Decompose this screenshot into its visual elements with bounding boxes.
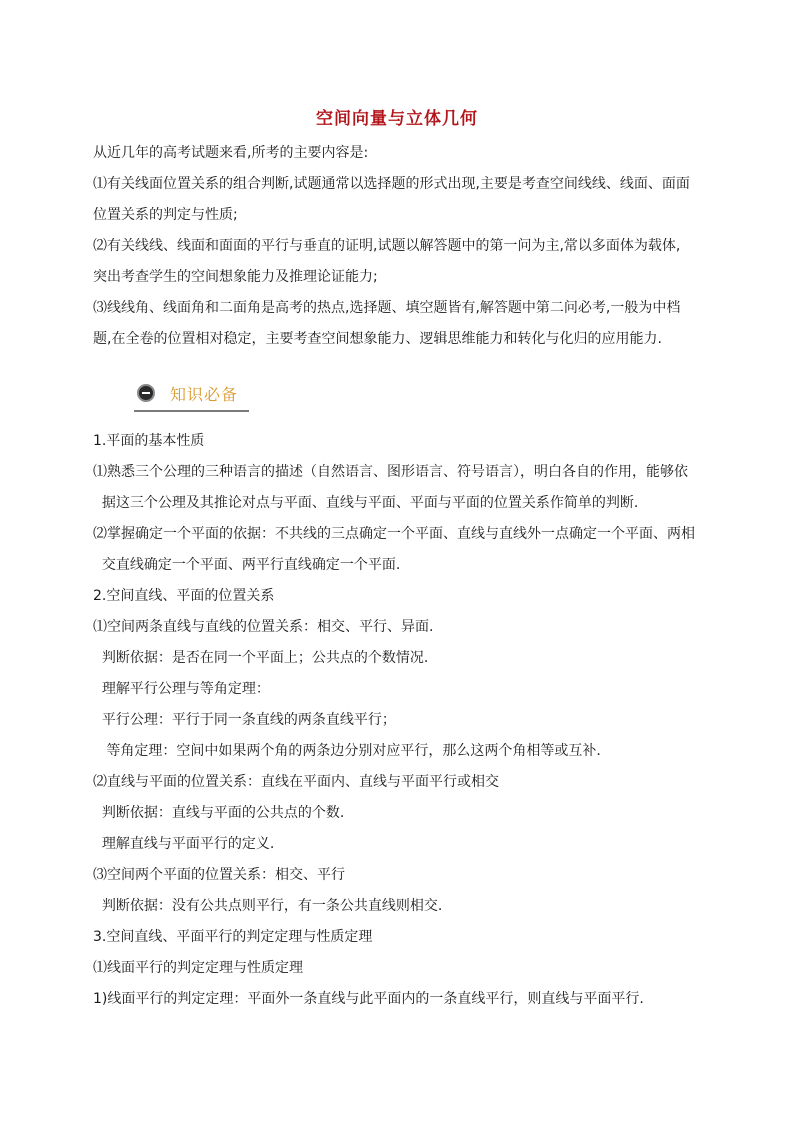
- body-line: 等角定理：空间中如果两个角的两条边分别对应平行，那么这两个角相等或互补.: [93, 743, 601, 759]
- body-line: 理解平行公理与等角定理：: [93, 681, 270, 697]
- intro-line: ⑵有关线线、线面和面面的平行与垂直的证明,试题以解答题中的第一问为主,常以多面体为载体,: [93, 238, 681, 254]
- body-line: ⑴线面平行的判定定理与性质定理: [93, 960, 303, 976]
- body-line: 1)线面平行的判定定理：平面外一条直线与此平面内的一条直线平行，则直线与平面平行.: [93, 991, 644, 1007]
- minus-circle-icon: [137, 384, 155, 402]
- body-line: 交直线确定一个平面、两平行直线确定一个平面.: [93, 557, 401, 573]
- page-title: 空间向量与立体几何: [316, 109, 478, 129]
- body-line: 判断依据：是否在同一个平面上；公共点的个数情况.: [93, 650, 429, 666]
- intro-line: 从近几年的高考试题来看,所考的主要内容是:: [93, 145, 369, 161]
- intro-line: 突出考查学生的空间想象能力及推理论证能力;: [93, 269, 378, 285]
- body-line: ⑵直线与平面的位置关系：直线在平面内、直线与平面平行或相交: [93, 774, 499, 790]
- body-line: ⑵掌握确定一个平面的依据：不共线的三点确定一个平面、直线与直线外一点确定一个平面、两相: [93, 526, 695, 542]
- body-line: 理解直线与平面平行的定义.: [93, 836, 275, 852]
- body-line: 平行公理：平行于同一条直线的两条直线平行；: [93, 712, 396, 728]
- body-line: 3.空间直线、平面平行的判定定理与性质定理: [93, 929, 373, 945]
- intro-line: ⑴有关线面位置关系的组合判断,试题通常以选择题的形式出现,主要是考查空间线线、线面、面面: [93, 176, 690, 192]
- intro-line: ⑶线线角、线面角和二面角是高考的热点,选择题、填空题皆有,解答题中第二问必考,一般为中档: [93, 300, 681, 316]
- body-line: 2.空间直线、平面的位置关系: [93, 588, 275, 604]
- body-line: 据这三个公理及其推论对点与平面、直线与平面、平面与平面的位置关系作简单的判断.: [93, 495, 639, 511]
- body-line: 判断依据：直线与平面的公共点的个数.: [93, 805, 345, 821]
- body-line: ⑴熟悉三个公理的三种语言的描述（自然语言、图形语言、符号语言），明白各自的作用，能够依: [93, 464, 688, 480]
- section-title: 知识必备: [170, 385, 239, 404]
- body-line: 判断依据：没有公共点则平行，有一条公共直线则相交.: [93, 898, 443, 914]
- intro-line: 位置关系的判定与性质;: [93, 207, 238, 223]
- body-line: ⑶空间两个平面的位置关系：相交、平行: [93, 867, 345, 883]
- body-line: 1.平面的基本性质: [93, 433, 205, 449]
- intro-line: 题,在全卷的位置相对稳定，主要考查空间想象能力、逻辑思维能力和转化与化归的应用能力.: [93, 331, 662, 347]
- section-header: [134, 380, 249, 412]
- body-line: ⑴空间两条直线与直线的位置关系：相交、平行、异面.: [93, 619, 434, 635]
